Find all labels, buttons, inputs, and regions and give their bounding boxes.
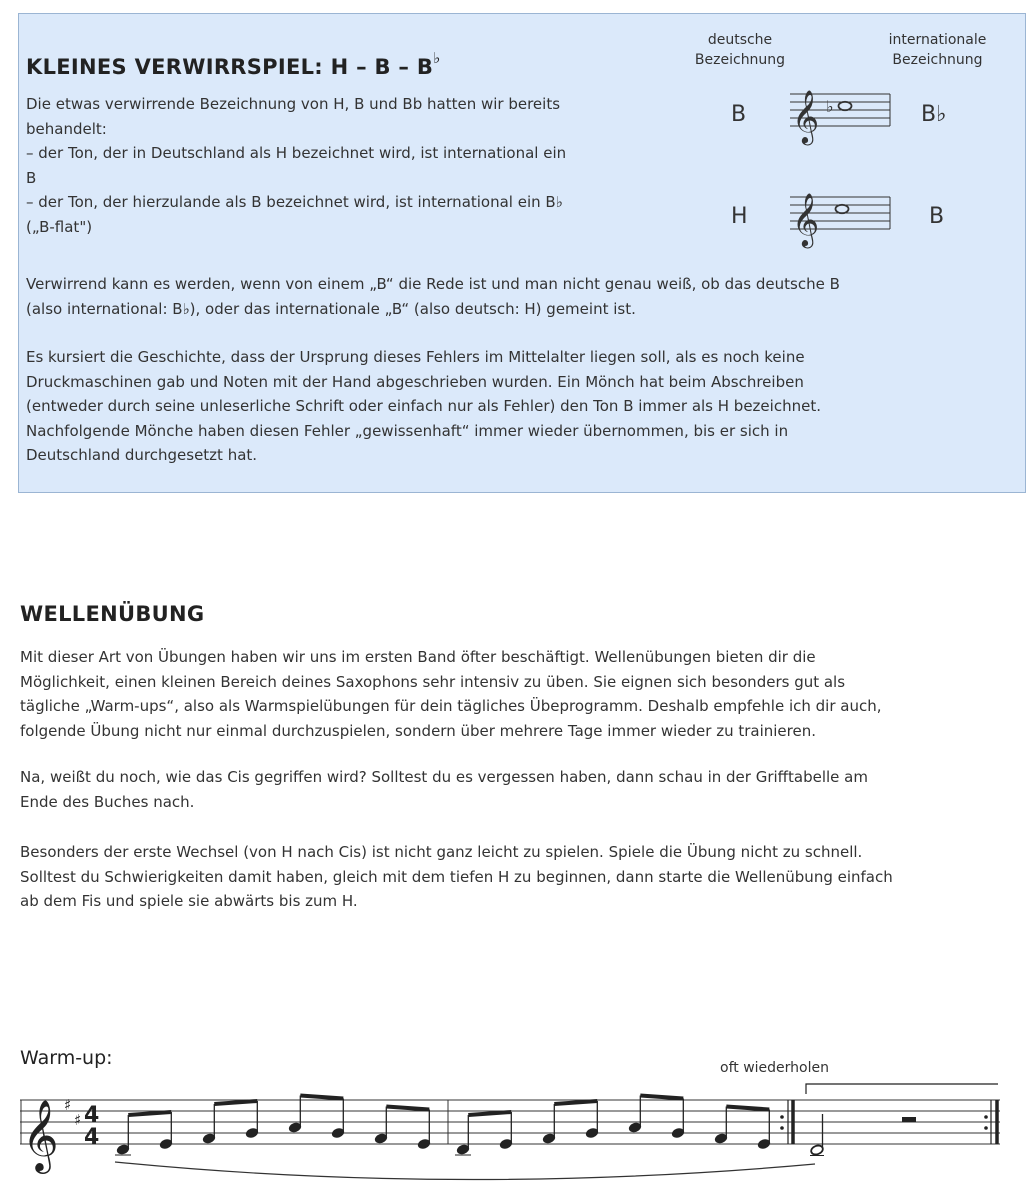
- beam: [386, 1107, 429, 1110]
- warm-up-label: Warm-up:: [20, 1047, 113, 1069]
- beam: [468, 1112, 511, 1115]
- section-paragraph-3: Besonders der erste Wechsel (von H nach Cis) ist nicht ganz leicht zu spielen. Spiele die Übung nicht zu schnell. Solltest du Schwierigkeiten damit haben, gleich mit dem tiefen H zu beginnen, dann starte die Wellenübung einfach ab dem Fis und spiele sie abwärts bis zum H.: [20, 843, 893, 910]
- col-international-heading: internationale Bezeichnung: [888, 32, 987, 68]
- box-paragraph-2: Verwirrend kann es werden, wenn von einem „B“ die Rede ist und man nicht genau weiß, ob das deutsche B (also international: B♭), oder das internationale „B“ (also deutsch: H) gemeint ist.: [26, 275, 840, 318]
- section-paragraph-2: Na, weißt du noch, wie das Cis gegriffen wird? Solltest du es vergessen haben, dann schau in der Grifftabelle am Ende des Buches nach.: [20, 768, 868, 811]
- box-paragraph-3: Es kursiert die Geschichte, dass der Ursprung dieses Fehlers im Mittelalter liegen soll, als es noch keine Druckmaschinen gab und Noten mit der Hand abgeschrieben wurden. Ein Mönch hat beim Abschreiben (entweder durch seine unleserliche Schrift oder einfach nur als Fehler) den Ton B immer als H bezeichnet. Nachfolgende Mönche haben diesen Fehler „gewissenhaft“ immer wieder übernommen, bis er sich in Deutschland durchgesetzt hat.: [26, 348, 821, 464]
- section-paragraph-1: Mit dieser Art von Übungen haben wir uns im ersten Band öfter beschäftigt. Wellenübungen bieten dir die Möglichkeit, einen kleinen Bereich deines Saxophons sehr intensiv zu üben. Sie eignen sich besonders gut als tägliche „Warm-ups“, also als Warmspielübungen für dein tägliches Übeprogramm. Deshalb empfehle ich dir auch, folgende Übung nicht nur einmal durchzuspielen, sondern über mehrere Tage immer wieder zu trainieren.: [20, 648, 882, 740]
- slur: [115, 1162, 815, 1180]
- beam: [726, 1107, 769, 1110]
- box-title: KLEINES VERWIRRSPIEL: H – B – B♭: [26, 49, 441, 79]
- beam: [640, 1096, 683, 1099]
- beam: [214, 1101, 257, 1104]
- time-sig-bottom: 4: [84, 1125, 100, 1150]
- treble-clef-icon: 𝄞: [22, 1098, 59, 1171]
- staff-h: [790, 183, 900, 253]
- row1-german-letter: B: [731, 102, 747, 127]
- section-title: WELLENÜBUNG: [20, 602, 205, 626]
- row1-international-letter: B♭: [921, 102, 947, 127]
- beam: [554, 1101, 597, 1104]
- time-sig-top: 4: [84, 1103, 100, 1128]
- half-rest-icon: [902, 1117, 916, 1122]
- warm-up-score: [20, 1080, 1020, 1190]
- sharp-icon: ♯: [64, 1096, 72, 1114]
- staff-b-flat: [790, 80, 900, 150]
- beam: [300, 1096, 343, 1099]
- treble-clef-icon: 𝄞: [792, 192, 820, 246]
- volta-bracket: [806, 1084, 998, 1094]
- sharp-icon: ♯: [74, 1111, 82, 1129]
- treble-clef-icon: 𝄞: [792, 89, 820, 143]
- row2-international-letter: B: [929, 204, 945, 229]
- repeat-instruction: oft wiederholen: [720, 1060, 829, 1076]
- beam: [128, 1112, 171, 1115]
- box-intro: Die etwas verwirrende Bezeichnung von H, B und Bb hatten wir bereits behandelt: – der Ton, der in Deutschland als H bezeichnet wird, ist international ein B – der Ton, der hierzulande als B bezeichnet wird, ist international ein B♭ („B-flat"): [26, 95, 567, 236]
- whole-note-icon: [839, 102, 852, 110]
- whole-note-icon: [836, 205, 849, 213]
- col-german-heading: deutsche Bezeichnung: [694, 32, 786, 68]
- flat-icon: ♭: [826, 97, 834, 116]
- row2-german-letter: H: [731, 204, 748, 229]
- flat-sign: ♭: [433, 49, 441, 67]
